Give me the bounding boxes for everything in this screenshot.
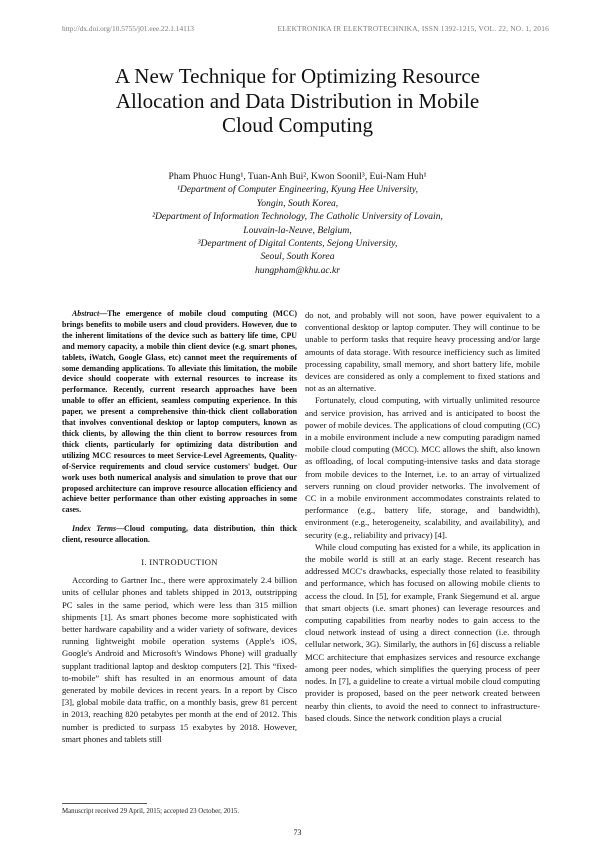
index-terms [62,524,297,546]
title-line: A New Technique for Optimizing Resource [115,64,480,88]
index-terms-label: Index Terms [72,524,117,534]
title-line: Allocation and Data Distribution in Mobile [115,88,480,113]
author-list: Pham Phuoc Hung¹, Tuan-Anh Bui², Kwon Soonil³, Eui-Nam Huh¹ [168,171,427,182]
affiliation-line: ¹Department of Computer Engineering, Kyung Hee University, [176,184,419,196]
intro-paragraph: According to Gartner Inc., there were approximately 2.4 billion units of cellular phones and tablets shipped in 2013, outstripping PC sales in the same period, which were less than 315 million shipments [1]. As smart phones become more sophisticated with better hardware capability and a wider variety of software, devices running lightweight mobile operation systems (Apple's iOS, Google's Android and Microsoft's Windows Phone) will gradually supplant traditional laptop and desktop computers [2]. This “fixed-to-mobile” shift has resulted in an enormous amount of data generated by mobile devices in recent years. In a report by Cisco [3], global mobile data traffic, on a monthly basis, grew 81 percent in 2013, reaching 820 petabytes per month at the end of 2012. This number is predicted to surpass 15 exabytes by 2018. However, smart phones and tablets still [62,575,297,744]
affiliation-line: ²Department of Information Technology, The Catholic University of Lovain, [152,211,443,223]
body-paragraph: Fortunately, cloud computing, with virtually unlimited resource and service provision, has arrived and is anticipated to boost the power of mobile devices. The applications of cloud computing (CC) in a mobile environment include a new computing paradigm named mobile cloud computing (MCC). MCC allows the shift, also known as offloading, of local computing-intensive tasks and data storage from mobile devices to the Internet, i.e. to an array of virtualized servers running on cloud provider networks. The involvement of CC in a mobile environment accommodates constraints related to performance (e.g., battery life, storage, and bandwidth), environment (e.g., heterogeneity, scalability, and availability), and security (e.g., reliability and privacy) [4]. [305,395,540,540]
section-heading-introduction: I. INTRODUCTION [141,557,218,568]
affiliation-line: Seoul, South Korea [260,251,335,263]
author-block [0,170,595,277]
abstract-label: Abstract [72,309,100,318]
page-number: 73 [293,828,302,837]
journal-header: ELEKTRONIKA IR ELEKTROTECHNIKA, ISSN 1392-1215, VOL. 22, NO. 1, 2016 [277,24,549,33]
manuscript-footnote: Manuscript received 29 April, 2015; accepted 23 October, 2015. [62,808,240,815]
footnote-rule [62,803,147,804]
right-column [305,309,540,724]
body-paragraph: While cloud computing has existed for a while, its application in the mobile world is still at an early stage. Recent research has addressed MCC's drawbacks, especially those related to feasibility and performance, which has focused on allowing mobile clients to access the cloud. In [5], for example, Frank Siegemund et al. argue that smart objects (i.e. smart phones) can leverage resources and computing capabilities from nearby nodes to gain access to the cloud network instead of using a direct connection (i.e. through cellular network, 3G). Similarly, the authors in [6] discuss a reliable MCC architecture that emphasizes services and resource exchange among peer nodes, which simplifies the querying process of peer nodes. In [7], a guideline to create a virtual mobile cloud computing provider is proposed, based on the peer network created between nearby thin clients, to avoid the need to connect to infrastructure-based clouds. Since the network condition plays a crucial [305,541,540,723]
affiliation-line: Louvain-la-Neuve, Belgium, [243,224,352,236]
index-terms-text: —Cloud computing, data distribution, thin thick client, resource allocation. [62,524,297,545]
author-email[interactable]: hungpham@khu.ac.kr [254,264,341,276]
left-column [62,309,297,745]
abstract [62,309,297,516]
title-line: Cloud Computing [221,113,374,137]
body-paragraph: do not, and probably will not soon, have power equivalent to a conventional desktop or laptop computer. They will continue to be unable to perform tasks that require heavy processing and/or large amounts of data storage. With resource inefficiency such as limited processing capability, small memory, and short battery life, mobile devices are considered as only a complement to fixed stations and not as an alternative. [305,310,540,394]
affiliation-line: ³Department of Digital Contents, Sejong University, [197,238,398,250]
affiliation-line: Yongin, South Korea, [256,197,339,209]
paper-title [0,64,595,138]
abstract-text: —The emergence of mobile cloud computing (MCC) brings benefits to mobile users and cloud providers. However, due to the inherent limitations of the device such as battery life time, CPU and memory capacity, a mobile thin client device (e.g. smart phones, tablets, iWatch, Google Glass, etc) cannot meet the requirements of some demanding applications. To alleviate this limitation, the mobile device should cooperate with external resources to increase its performance. Recently, current research approaches have been unable to offer an efficient, seamless computing experience. In this paper, we present a comprehensive thin-thick client collaboration that involves conventional desktop or laptop computers, known as thick clients, by allowing the thin client to borrow resources from thick clients, particularly for optimizing data distribution and utilizing MCC resources to meet Service-Level Agreements, Quality-of-Service requirements and cloud service customers' budget. Our work uses both numerical analysis and simulation to prove that our proposed architecture can improve resource allocation efficiency and achieve better performance than other existing approaches in some cases. [62,309,297,515]
doi-link[interactable]: http://dx.doi.org/10.5755/j01.eee.22.1.14113 [62,24,194,33]
